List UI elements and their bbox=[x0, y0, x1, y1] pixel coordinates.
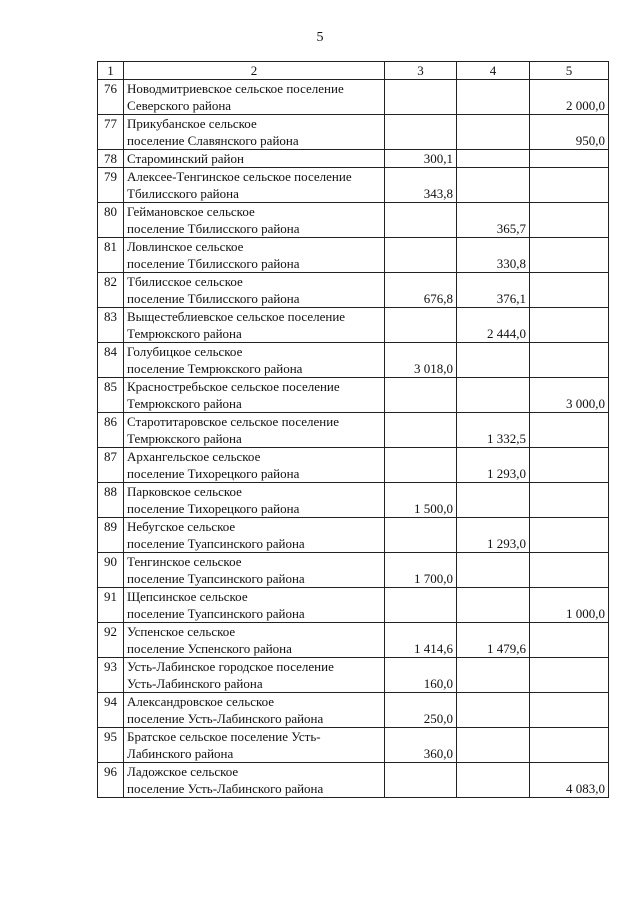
amount-col3 bbox=[385, 518, 457, 553]
amount-col5 bbox=[530, 448, 609, 483]
table-row bbox=[98, 115, 609, 150]
amount-col5 bbox=[530, 518, 609, 553]
amount-col3 bbox=[385, 763, 457, 798]
amount-col5 bbox=[530, 238, 609, 273]
row-number: 78 bbox=[98, 150, 124, 168]
amount-col5 bbox=[530, 203, 609, 238]
amount-col4: 376,1 bbox=[457, 273, 530, 308]
settlement-name bbox=[124, 343, 385, 378]
settlement-name-line: Архангельское сельское bbox=[127, 449, 261, 464]
amount-col3: 300,1 bbox=[385, 150, 457, 168]
amount-col5: 3 000,0 bbox=[530, 378, 609, 413]
amount-col4 bbox=[457, 588, 530, 623]
amount-col3 bbox=[385, 238, 457, 273]
settlement-name-line: Парковское сельское bbox=[127, 484, 242, 499]
settlement-name-line: Щепсинское сельское bbox=[127, 589, 248, 604]
row-number: 84 bbox=[98, 343, 124, 378]
header-row bbox=[98, 62, 609, 80]
amount-col3: 250,0 bbox=[385, 693, 457, 728]
settlement-name-line: Ладожское сельское bbox=[127, 764, 239, 779]
settlement-name-line: Тенгинское сельское bbox=[127, 554, 242, 569]
table-row bbox=[98, 413, 609, 448]
table-row bbox=[98, 168, 609, 203]
amount-col3 bbox=[385, 80, 457, 115]
amount-col3 bbox=[385, 588, 457, 623]
table-row bbox=[98, 658, 609, 693]
amount-col4 bbox=[457, 658, 530, 693]
settlement-name bbox=[124, 273, 385, 308]
table-row bbox=[98, 623, 609, 658]
settlement-name bbox=[124, 203, 385, 238]
row-number: 87 bbox=[98, 448, 124, 483]
table-row bbox=[98, 483, 609, 518]
row-number: 85 bbox=[98, 378, 124, 413]
settlement-name-line: Красностребьское сельское поселение bbox=[127, 379, 340, 394]
row-number: 91 bbox=[98, 588, 124, 623]
settlement-name bbox=[124, 150, 385, 168]
amount-col4 bbox=[457, 150, 530, 168]
table-row bbox=[98, 553, 609, 588]
settlement-name-line: поселение Туапсинского района bbox=[127, 536, 305, 551]
settlement-name-line: поселение Тихорецкого района bbox=[127, 466, 300, 481]
amount-col5 bbox=[530, 413, 609, 448]
settlement-name bbox=[124, 448, 385, 483]
amount-col4 bbox=[457, 80, 530, 115]
amount-col3 bbox=[385, 308, 457, 343]
settlement-name-line: Лабинского района bbox=[127, 746, 234, 761]
settlement-name-line: поселение Тбилисского района bbox=[127, 256, 300, 271]
settlement-name bbox=[124, 80, 385, 115]
amount-col5 bbox=[530, 273, 609, 308]
amount-col5 bbox=[530, 658, 609, 693]
settlement-name-line: Северского района bbox=[127, 98, 232, 113]
settlement-name bbox=[124, 483, 385, 518]
table-row bbox=[98, 238, 609, 273]
amount-col4 bbox=[457, 693, 530, 728]
amount-col3: 360,0 bbox=[385, 728, 457, 763]
settlement-name-line: поселение Усть-Лабинского района bbox=[127, 711, 324, 726]
settlement-name-line: Успенское сельское bbox=[127, 624, 236, 639]
settlement-name bbox=[124, 518, 385, 553]
settlement-name bbox=[124, 413, 385, 448]
amount-col5 bbox=[530, 728, 609, 763]
settlement-name bbox=[124, 728, 385, 763]
table-row bbox=[98, 518, 609, 553]
settlement-name bbox=[124, 115, 385, 150]
settlement-name-line: Усть-Лабинского района bbox=[127, 676, 263, 691]
row-number: 90 bbox=[98, 553, 124, 588]
settlement-name-line: поселение Усть-Лабинского района bbox=[127, 781, 324, 796]
settlement-name-line: Усть-Лабинское городское поселение bbox=[127, 659, 334, 674]
settlement-name-line: поселение Туапсинского района bbox=[127, 571, 305, 586]
settlement-name-line: Тбилисского района bbox=[127, 186, 239, 201]
row-number: 79 bbox=[98, 168, 124, 203]
amount-col3 bbox=[385, 378, 457, 413]
table-row bbox=[98, 273, 609, 308]
row-number: 82 bbox=[98, 273, 124, 308]
settlement-name bbox=[124, 588, 385, 623]
settlement-name-line: Братское сельское поселение Усть- bbox=[127, 729, 321, 744]
settlement-name-line: поселение Славянского района bbox=[127, 133, 299, 148]
settlement-name-line: Небугское сельское bbox=[127, 519, 236, 534]
settlement-name-line: Старотитаровское сельское поселение bbox=[127, 414, 339, 429]
amount-col4: 365,7 bbox=[457, 203, 530, 238]
amount-col4: 2 444,0 bbox=[457, 308, 530, 343]
settlement-name bbox=[124, 623, 385, 658]
row-number: 76 bbox=[98, 80, 124, 115]
settlement-name-line: Темрюкского района bbox=[127, 431, 242, 446]
amount-col4: 1 479,6 bbox=[457, 623, 530, 658]
table-row bbox=[98, 728, 609, 763]
settlement-name-line: поселение Тихорецкого района bbox=[127, 501, 300, 516]
settlement-name-line: Тбилисское сельское bbox=[127, 274, 243, 289]
row-number: 89 bbox=[98, 518, 124, 553]
settlement-name-line: поселение Успенского района bbox=[127, 641, 292, 656]
settlement-name bbox=[124, 658, 385, 693]
page-number: 5 bbox=[316, 30, 324, 45]
amount-col3 bbox=[385, 448, 457, 483]
row-number: 93 bbox=[98, 658, 124, 693]
amount-col5 bbox=[530, 150, 609, 168]
amount-col4 bbox=[457, 763, 530, 798]
row-number: 81 bbox=[98, 238, 124, 273]
table-row bbox=[98, 308, 609, 343]
settlement-name-line: Выщестеблиевское сельское поселение bbox=[127, 309, 346, 324]
settlement-name-line: Прикубанское сельское bbox=[127, 116, 257, 131]
table-row bbox=[98, 80, 609, 115]
settlement-name-line: поселение Тбилисского района bbox=[127, 221, 300, 236]
column-header: 2 bbox=[124, 62, 385, 80]
settlement-name-line: Голубицкое сельское bbox=[127, 344, 243, 359]
settlement-name bbox=[124, 238, 385, 273]
amount-col4 bbox=[457, 483, 530, 518]
amount-col3: 3 018,0 bbox=[385, 343, 457, 378]
amount-col3 bbox=[385, 115, 457, 150]
row-number: 95 bbox=[98, 728, 124, 763]
amount-col5: 950,0 bbox=[530, 115, 609, 150]
amount-col4 bbox=[457, 378, 530, 413]
column-header: 5 bbox=[530, 62, 609, 80]
amount-col5: 1 000,0 bbox=[530, 588, 609, 623]
settlement-name-line: поселение Туапсинского района bbox=[127, 606, 305, 621]
table-row bbox=[98, 378, 609, 413]
amount-col3 bbox=[385, 413, 457, 448]
settlement-name-line: Новодмитриевское сельское поселение bbox=[127, 81, 344, 96]
amount-col4 bbox=[457, 115, 530, 150]
row-number: 83 bbox=[98, 308, 124, 343]
settlement-name-line: поселение Тбилисского района bbox=[127, 291, 300, 306]
row-number: 94 bbox=[98, 693, 124, 728]
amount-col5 bbox=[530, 483, 609, 518]
amount-col4 bbox=[457, 728, 530, 763]
amount-col5: 4 083,0 bbox=[530, 763, 609, 798]
amount-col4 bbox=[457, 168, 530, 203]
amount-col3: 1 414,6 bbox=[385, 623, 457, 658]
settlement-name bbox=[124, 168, 385, 203]
row-number: 88 bbox=[98, 483, 124, 518]
settlement-name-line: Темрюкского района bbox=[127, 396, 242, 411]
amount-col3: 1 700,0 bbox=[385, 553, 457, 588]
settlement-name bbox=[124, 378, 385, 413]
allocation-table bbox=[97, 61, 609, 798]
row-number: 77 bbox=[98, 115, 124, 150]
table-row bbox=[98, 448, 609, 483]
amount-col4: 330,8 bbox=[457, 238, 530, 273]
amount-col4 bbox=[457, 553, 530, 588]
amount-col5 bbox=[530, 343, 609, 378]
row-number: 80 bbox=[98, 203, 124, 238]
settlement-name-line: Темрюкского района bbox=[127, 326, 242, 341]
amount-col4: 1 332,5 bbox=[457, 413, 530, 448]
amount-col4: 1 293,0 bbox=[457, 448, 530, 483]
amount-col5: 2 000,0 bbox=[530, 80, 609, 115]
amount-col5 bbox=[530, 693, 609, 728]
column-header: 3 bbox=[385, 62, 457, 80]
row-number: 86 bbox=[98, 413, 124, 448]
settlement-name-line: Александровское сельское bbox=[127, 694, 275, 709]
settlement-name bbox=[124, 693, 385, 728]
amount-col5 bbox=[530, 168, 609, 203]
amount-col5 bbox=[530, 623, 609, 658]
row-number: 96 bbox=[98, 763, 124, 798]
table-row bbox=[98, 203, 609, 238]
table-row bbox=[98, 763, 609, 798]
settlement-name bbox=[124, 763, 385, 798]
amount-col3: 160,0 bbox=[385, 658, 457, 693]
table-row bbox=[98, 343, 609, 378]
column-header: 1 bbox=[98, 62, 124, 80]
amount-col4 bbox=[457, 343, 530, 378]
row-number: 92 bbox=[98, 623, 124, 658]
settlement-name-line: поселение Темрюкского района bbox=[127, 361, 303, 376]
amount-col3: 676,8 bbox=[385, 273, 457, 308]
table-row bbox=[98, 693, 609, 728]
amount-col5 bbox=[530, 308, 609, 343]
table-row bbox=[98, 150, 609, 168]
settlement-name-line: Геймановское сельское bbox=[127, 204, 255, 219]
settlement-name bbox=[124, 308, 385, 343]
column-header: 4 bbox=[457, 62, 530, 80]
amount-col3 bbox=[385, 203, 457, 238]
settlement-name-line: Ловлинское сельское bbox=[127, 239, 244, 254]
amount-col5 bbox=[530, 553, 609, 588]
table-row bbox=[98, 588, 609, 623]
settlement-name-line: Староминский район bbox=[127, 151, 244, 166]
amount-col3: 1 500,0 bbox=[385, 483, 457, 518]
amount-col4: 1 293,0 bbox=[457, 518, 530, 553]
settlement-name bbox=[124, 553, 385, 588]
amount-col3: 343,8 bbox=[385, 168, 457, 203]
settlement-name-line: Алексее-Тенгинское сельское поселение bbox=[127, 169, 352, 184]
